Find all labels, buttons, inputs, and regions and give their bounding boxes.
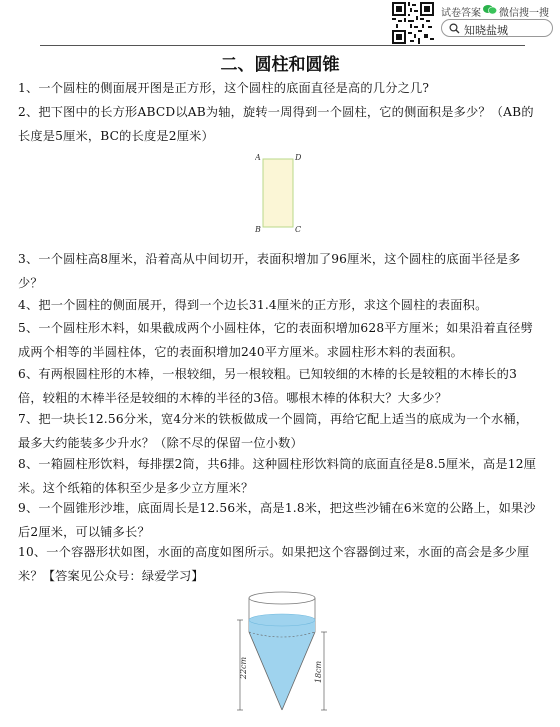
qr-code [392, 2, 434, 44]
vertex-a-label: A [255, 153, 261, 162]
page-title: 二、圆柱和圆锥 [220, 55, 340, 75]
question-5: 5、一个圆柱形木料，如果截成两个小圆柱体，它的表面积增加628平方厘米；如果沿着直径劈成两个相等的半圆柱体，它的表面积增加240平方厘米。求圆柱形木料的表面积。 [18, 321, 533, 359]
question-1: 1、一个圆柱的侧面展开图是正方形，这个圆柱的底面直径是高的几分之几? [18, 81, 430, 95]
question-2: 2、把下图中的长方形ABCD以AB为轴，旋转一周得到一个圆柱，它的侧面积是多少？（AB的长度是5厘米，BC的长度是2厘米） [18, 105, 534, 143]
question-7: 7、把一块长12.56分米，宽4分米的铁板做成一个圆筒，再给它配上适当的底成为一个水桶，最多大约能装多少升水？（除不尽的保留一位小数） [18, 412, 529, 450]
question-3: 3、一个圆柱高8厘米，沿着高从中间切开，表面积增加了96厘米，这个圆柱的底面半径是多少？ [18, 252, 521, 290]
container-figure [232, 580, 332, 727]
header-label-left: 试卷答案 [441, 8, 481, 19]
question-6: 6、有两根圆柱形的木棒，一根较细，另一根较粗。已知较细的木棒的长是较粗的木棒长的3倍，较粗的木棒半径是较细的木棒的半径的3倍。哪根木棒的体积大？大多少？ [18, 367, 518, 405]
rectangle-shape [263, 159, 293, 227]
header-label-right: 微信搜一搜 [499, 8, 549, 19]
question-4: 4、把一个圆柱的侧面展开，得到一个边长31.4厘米的正方形，求这个圆柱的表面积。 [18, 298, 488, 312]
search-text: 知晓盐城 [464, 24, 508, 37]
wechat-icon [483, 4, 497, 15]
vertex-d-label: D [295, 153, 302, 162]
vertex-b-label: B [255, 225, 261, 233]
height-22cm-label: 22cm [239, 656, 248, 680]
search-icon [449, 23, 460, 34]
header-divider [40, 45, 525, 46]
search-box[interactable] [441, 19, 553, 37]
question-10: 10、一个容器形状如图，水面的高度如图所示。如果把这个容器倒过来，水面的高会是多少厘米？【答案见公众号：绿爱学习】 [18, 545, 530, 583]
height-18cm-label: 18cm [314, 660, 323, 684]
question-9: 9、一个圆锥形沙堆，底面周长是12.56米，高是1.8米，把这些沙铺在6米宽的公路上，如果沙后2厘米，可以铺多长？ [18, 501, 536, 539]
vertex-c-label: C [295, 225, 302, 233]
water-surface [249, 614, 315, 626]
question-8: 8、一箱圆柱形饮料，每排摆2筒，共6排。这种圆柱形饮料筒的底面直径是8.5厘米，高是12厘米。这个纸箱的体积至少是多少立方厘米？ [18, 457, 537, 495]
water-fill [249, 620, 315, 710]
rectangle-abcd-figure [255, 153, 305, 233]
